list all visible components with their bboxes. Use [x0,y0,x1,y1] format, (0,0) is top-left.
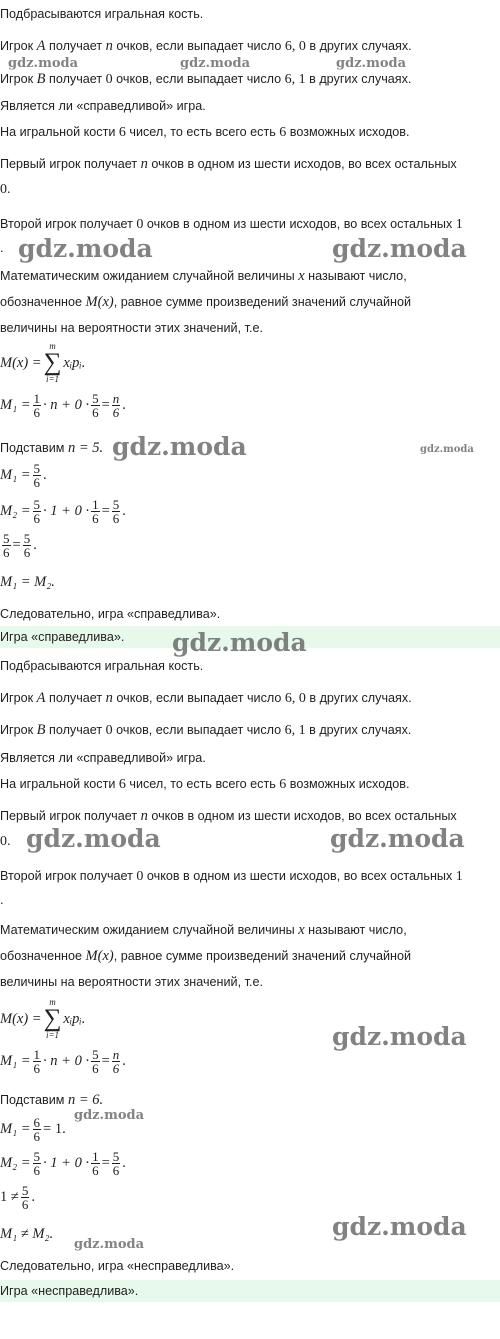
math-num: 1 [455,217,463,232]
text: получает [49,39,103,53]
text-line: . [0,241,4,255]
watermark: gdz.moda [180,56,251,71]
numerator: 5 [112,1149,120,1164]
math-var: A [36,690,46,706]
fraction [91,1150,100,1177]
text-line [0,38,412,55]
denominator: 6 [33,405,41,420]
denominator: 6 [112,511,120,526]
math-op: = [101,397,110,413]
fraction [33,392,42,419]
numerator: 1 [33,1047,41,1062]
math-var: B [36,71,46,87]
math-num: 0 [136,869,144,884]
denominator: 6 [92,511,99,526]
math-var: A [36,38,46,54]
text-line [0,922,407,938]
text: очков, если выпадает число [116,39,282,53]
formula-m1-value [0,462,47,489]
text: Игрок [0,691,34,705]
numerator: 5 [33,1149,41,1164]
text-line [0,294,411,310]
text: чисел, то есть всего есть [129,125,276,139]
sum-lower: i=1 [45,1030,60,1040]
conclusion: Следовательно, игра «несправедлива». [0,1259,235,1273]
text: Игрок [0,39,34,53]
text-line: величины на вероятности этих значений, т.е. [0,321,263,335]
text-line [0,268,407,284]
math-num: 6, 1 [284,723,306,738]
formula-result: M₁ ≠ M₂. [0,1226,54,1242]
math-expr: M(x) [85,294,114,310]
math-num: 0 [105,723,113,738]
math-expr: · 1 + 0 · [43,503,90,519]
math-expr: M(x) [85,948,114,964]
formula-m2 [0,498,126,525]
math-expr: M(x) = [0,1010,42,1027]
math-num: 6, 1 [284,72,306,87]
watermark: gdz.moda [18,234,153,263]
math-expr: xᵢpᵢ. [63,354,86,371]
text: очков, если выпадает число [116,723,282,737]
watermark: gdz.moda [74,1237,145,1252]
denominator: 6 [33,1129,41,1144]
denominator: 6 [33,511,41,526]
numerator: 6 [33,1115,41,1130]
text: в других случаях. [309,39,412,53]
text: очков, если выпадает число [116,691,282,705]
denominator: 6 [92,1163,99,1178]
text: Первый игрок получает [0,157,138,171]
sigma-symbol: ∑ [43,1005,62,1032]
text-line [0,156,457,172]
math-op: . [122,503,126,519]
math-expr: · n + 0 · [43,1053,90,1069]
fraction [21,1184,30,1211]
formula-sum [0,998,85,1040]
text-line: Является ли «справедливой» игра. [0,751,206,765]
denominator: 6 [21,1197,29,1212]
text: Второй игрок получает [0,869,133,883]
text-line [0,868,463,885]
text-line [0,948,411,964]
text: называют число, [308,269,407,283]
formula-compare [0,532,37,559]
text: Второй игрок получает [0,217,133,231]
text: получает [49,723,103,737]
text: очков в одном из шести исходов, во всех остальных [146,217,453,231]
text-line [0,808,457,824]
math-op: . [31,1189,35,1205]
numerator: 1 [33,391,41,406]
text-line: 0. [0,182,11,197]
math-expr: M₂ = [0,503,31,519]
text-line [0,776,410,793]
watermark: gdz.moda [332,234,467,263]
text: Подставим [0,1093,65,1107]
fraction [112,392,121,419]
math-expr: M₁ = [0,467,31,483]
fraction [33,462,42,489]
text: возможных исходов. [289,777,410,791]
math-var: B [36,722,46,738]
math-op: = 1. [43,1121,66,1137]
math-op: = [12,537,21,553]
denominator: 6 [33,475,41,490]
watermark: gdz.moda [8,56,79,71]
sigma-symbol: ∑ [43,349,62,376]
denominator: 6 [112,405,120,420]
denominator: 6 [33,1061,41,1076]
text-line: Подбрасываются игральная кость. [0,7,204,21]
math-expr: n = 6. [67,1092,104,1108]
math-var: n [140,156,148,172]
math-num: 6 [279,777,287,792]
text: очков в одном из шести исходов, во всех остальных [151,809,457,823]
math-expr: M₁ = [0,397,31,413]
formula-m2 [0,1150,126,1177]
text: На игральной кости [0,125,116,139]
watermark: gdz.moda [420,444,474,455]
math-op: . [33,537,37,553]
conclusion: Следовательно, игра «справедлива». [0,607,221,621]
watermark: gdz.moda [330,824,465,853]
text: обозначенное [0,949,83,963]
denominator: 6 [92,405,99,420]
fraction [91,392,100,419]
text: Игрок [0,723,34,737]
watermark: gdz.moda [332,1022,467,1051]
denominator: 6 [23,545,31,560]
fraction [23,532,32,559]
text-line [0,690,412,707]
math-op: . [122,1155,126,1171]
math-expr: n = 5. [67,440,104,456]
numerator: 1 [92,1149,99,1164]
denominator: 6 [112,1163,120,1178]
formula-sum [0,342,85,384]
text-line [0,216,463,233]
math-expr: · n + 0 · [43,397,90,413]
numerator: n [112,1047,120,1062]
formula-m1 [0,392,126,419]
text: Подставим [0,441,65,455]
math-expr: M₁ = [0,1121,31,1137]
text: На игральной кости [0,777,116,791]
numerator: 5 [23,531,31,546]
math-num: 6, 0 [284,691,306,706]
sum-operator [44,998,62,1040]
watermark: gdz.moda [26,824,161,853]
text-line [0,1092,103,1108]
sum-operator [44,342,62,384]
numerator: 5 [3,531,10,546]
fraction [91,1048,100,1075]
math-num: 6 [118,125,126,140]
math-op: = [101,1155,110,1171]
text: в других случаях. [309,723,412,737]
watermark: gdz.moda [332,1212,467,1241]
text: Математическим ожиданием случайной величины [0,923,295,937]
text: называют число, [308,923,407,937]
text: получает [49,72,103,86]
watermark: gdz.moda [74,1108,145,1123]
math-expr: M₁ = [0,1053,31,1069]
formula-result: M₁ = M₂. [0,574,55,590]
sum-lower: i=1 [45,374,60,384]
numerator: 5 [92,391,99,406]
fraction [112,1150,121,1177]
watermark: gdz.moda [172,628,307,657]
numerator: 5 [21,1183,29,1198]
math-num: 0 [105,72,113,87]
text-line: 0. [0,834,11,849]
math-var: x [298,268,305,284]
numerator: 1 [92,497,99,512]
text: в других случаях. [309,72,412,86]
text: , равное сумме произведений значений случайной [113,295,412,309]
text-line: величины на вероятности этих значений, т.е. [0,975,263,989]
fraction [112,1048,121,1075]
watermark: gdz.moda [112,432,247,461]
denominator: 6 [92,1061,99,1076]
text: получает [49,691,103,705]
math-var: n [105,38,113,54]
denominator: 6 [3,545,10,560]
text: обозначенное [0,295,83,309]
text: чисел, то есть всего есть [129,777,276,791]
answer-box [0,1280,500,1302]
math-var: x [298,922,305,938]
text: возможных исходов. [289,125,410,139]
sum-upper: m [49,341,56,351]
math-op: . [122,1053,126,1069]
text: в других случаях. [309,691,412,705]
text-line: . [0,893,4,907]
numerator: n [112,391,120,406]
watermark: gdz.moda [336,56,407,71]
math-expr: M(x) = [0,354,42,371]
formula-m1 [0,1048,126,1075]
text: очков, если выпадает число [116,72,282,86]
denominator: 6 [33,1163,41,1178]
fraction [33,1048,42,1075]
numerator: 5 [33,461,41,476]
text: Математическим ожиданием случайной величины [0,269,295,283]
text: , равное сумме произведений значений случайной [113,949,412,963]
numerator: 5 [92,1047,99,1062]
formula-m1-value [0,1116,66,1143]
text: Первый игрок получает [0,809,138,823]
math-op: . [122,397,126,413]
math-expr: xᵢpᵢ. [63,1010,86,1027]
text-line: Подбрасываются игральная кость. [0,659,204,673]
text-line [0,124,410,141]
text-line: Является ли «справедливой» игра. [0,99,206,113]
fraction [112,498,121,525]
math-num: 6 [279,125,287,140]
math-num: 0 [136,217,144,232]
text: Игрок [0,72,34,86]
answer-text: Игра «справедлива». [0,630,125,644]
math-expr: · 1 + 0 · [43,1155,90,1171]
text: очков в одном из шести исходов, во всех остальных [146,869,453,883]
math-num: 6, 0 [284,39,306,54]
fraction [91,498,100,525]
math-op: = [101,1053,110,1069]
text: очков в одном из шести исходов, во всех остальных [151,157,457,171]
math-var: n [105,690,113,706]
math-num: 1 [455,869,463,884]
math-expr: M₂ = [0,1155,31,1171]
denominator: 6 [112,1061,120,1076]
numerator: 5 [33,497,41,512]
numerator: 5 [112,497,120,512]
formula-compare [0,1184,35,1211]
sum-upper: m [49,997,56,1007]
fraction [33,1150,42,1177]
text-line [0,71,411,88]
math-op: = [101,503,110,519]
fraction [33,1116,42,1143]
text-line [0,440,103,456]
fraction [2,532,11,559]
answer-text: Игра «несправедлива». [0,1284,139,1298]
math-var: n [140,808,148,824]
fraction [33,498,42,525]
text-line [0,722,411,739]
math-expr: 1 ≠ [0,1189,19,1205]
math-num: 6 [118,777,126,792]
math-op: . [43,467,47,483]
